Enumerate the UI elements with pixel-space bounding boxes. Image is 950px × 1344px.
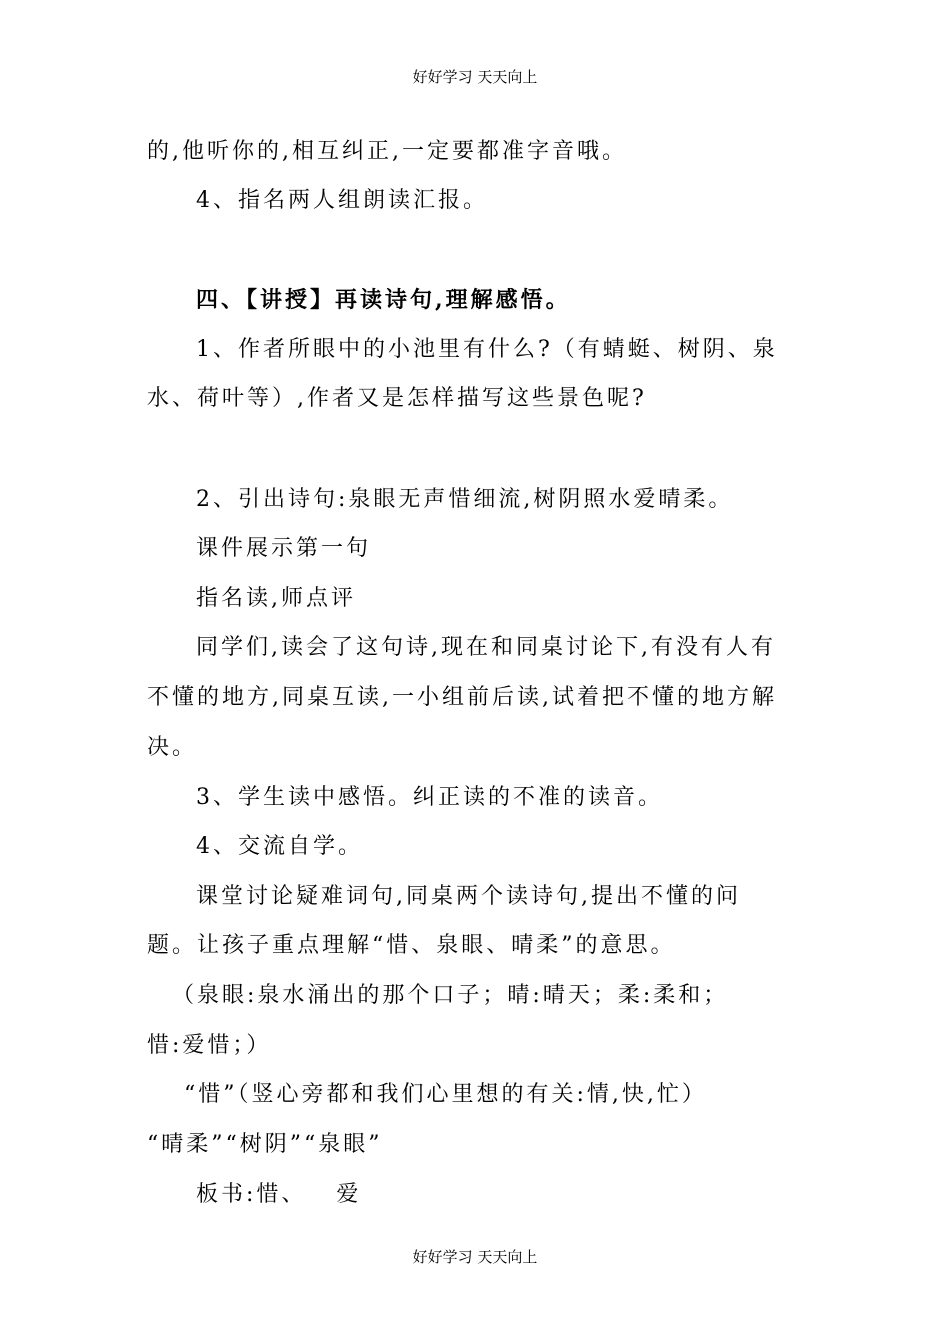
text-line: 题。让孩子重点理解“惜、泉眼、晴柔”的意思。 [147,933,676,958]
text-line: 2、引出诗句:泉眼无声惜细流,树阴照水爱晴柔。 [196,487,734,512]
text-line: 同学们,读会了这句诗,现在和同桌讨论下,有没有人有 [196,635,776,660]
text-line: 1、作者所眼中的小池里有什么?（有蜻蜓、树阴、泉 [196,337,778,362]
text-line: 决。 [147,735,198,760]
text-line: 板书:惜、 爱 [196,1182,362,1207]
text-line: （泉眼:泉水涌出的那个口子；晴:晴天；柔:柔和； [172,983,729,1008]
text-line: 课件展示第一句 [196,536,372,561]
page-footer: 好好学习 天天向上 [412,1248,538,1266]
text-line: 4、交流自学。 [196,834,363,859]
text-line: “惜”（竖心旁都和我们心里想的有关:情,快,忙） [184,1082,707,1107]
text-line: 课堂讨论疑难词句,同桌两个读诗句,提出不懂的问 [196,884,741,909]
text-line: 不懂的地方,同桌互读,一小组前后读,试着把不懂的地方解 [147,685,777,710]
text-line: 3、学生读中感悟。纠正读的不准的读音。 [196,785,663,810]
text-line: 水、荷叶等）,作者又是怎样描写这些景色呢? [147,386,647,411]
page-header: 好好学习 天天向上 [412,68,538,86]
section-heading: 四、【讲授】再读诗句,理解感悟。 [196,287,571,313]
text-line: 指名读,师点评 [196,586,356,611]
text-line: 4、指名两人组朗读汇报。 [196,188,488,213]
text-line: “晴柔”“树阴”“泉眼” [147,1132,383,1157]
text-line: 惜:爱惜；） [147,1033,272,1058]
text-line: 的,他听你的,相互纠正,一定要都准字音哦。 [147,139,627,164]
